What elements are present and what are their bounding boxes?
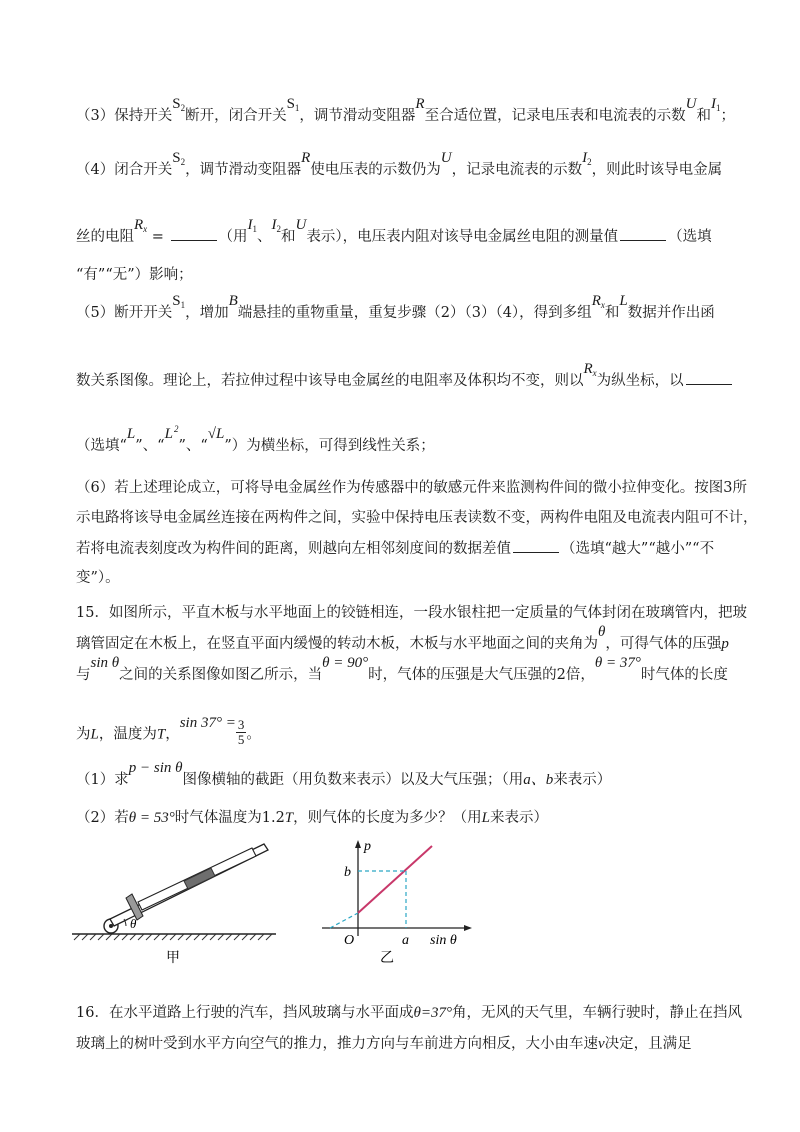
fraction-3-5: $\frac{3}{5}$: [237, 717, 245, 747]
answer-blank: [686, 370, 732, 385]
origin-label: O: [344, 933, 355, 948]
step-4-options: “有”“无”）影响；: [76, 267, 193, 283]
step-6-line3: 若将电流表刻度改为构件间的距离，则越向左相邻刻度间的数据差值 （选填“越大”“越小”“不: [76, 538, 760, 559]
axis-p-label: p: [364, 839, 371, 854]
q15-line3: 与sin θ之间的关系图像如图乙所示，当θ = 90°时，气体的压强是大气压强的2倍，θ = 37°时气体的长度: [76, 655, 728, 683]
step-5-cont: 数关系图像。理论上，若拉伸过程中该导电金属丝的电阻率及体积均不变，则以$R_x$为纵坐标，以: [76, 370, 760, 392]
answer-blank: [513, 538, 559, 553]
figure-yi: [318, 836, 478, 966]
x-axis-arrow: [464, 925, 472, 931]
tick-b-label: b: [344, 865, 351, 880]
q15-part1: （1）求p − sin θ图像横轴的截距（用负数来表示）以及大气压强；（用a、b来表示）: [76, 760, 612, 788]
figure-yi-label: 乙: [380, 951, 394, 966]
step-5: （5）断开开关$S_1$，增加B端悬挂的重物重量，重复步骤（2）（3）（4），得到多组$R_x$和L数据并作出函: [76, 293, 715, 321]
y-axis-arrow: [355, 840, 361, 848]
step-4: （4）闭合开关$S_2$，调节滑动变阻器R使电压表的示数仍为U，记录电流表的示数$I_2$，则此时该导电金属: [76, 150, 723, 178]
figure-jia-label: 甲: [166, 951, 180, 966]
step-4-cont: 丝的电阻$R_x$ = （用$I_1$、$I_2$和U表示），电压表内阻对该导电金属丝电阻的测量值 （选填: [76, 217, 712, 245]
answer-blank: [620, 226, 666, 241]
axis-sin-label: sin θ: [430, 933, 457, 948]
tick-a-label: a: [402, 933, 409, 948]
p-sin-line: [358, 846, 432, 913]
q15-line1: 15．如图所示，平直木板与水平地面上的铰链相连，一段水银柱把一定质量的气体封闭在玻璃管内，把玻: [76, 605, 747, 621]
mercury-column: [184, 868, 215, 889]
theta-label: θ: [130, 916, 137, 931]
ground-hatch: [74, 934, 272, 940]
q15-line4: 为L，温度为T，sin 37° = $\frac{3}{5}$ 。: [76, 714, 261, 747]
q15-part2: （2）若θ = 53°时气体温度为1.2T，则气体的长度为多少？（用L来表示）: [76, 810, 548, 826]
step-6-line2: 示电路将该导电金属丝连接在两构件之间，实验中保持电压表读数不变，两构件电阻及电流表内阻可不计，: [76, 510, 758, 526]
hinge-pin: [109, 924, 113, 928]
q15-line2: 璃管固定在木板上，在竖直平面内缓慢的转动木板，木板与水平地面之间的夹角为θ，可得气体的压强p: [76, 624, 729, 652]
step-3: （3）保持开关$S_2$断开，闭合开关$S_1$，调节滑动变阻器R至合适位置，记录电压表和电流表的示数U和$I_1$；: [76, 96, 735, 124]
q16-line1: 16．在水平道路上行驶的汽车，挡风玻璃与水平面成θ=37°角，无风的天气里，车辆行驶时，静止在挡风: [76, 1005, 742, 1021]
step-5-options: （选填“L”、“$L^2$”、“√L”）为横坐标，可得到线性关系；: [76, 424, 435, 454]
figure-jia: [66, 838, 286, 968]
step-6-line4: 变”）。: [76, 570, 120, 586]
q16-line2: 玻璃上的树叶受到水平方向空气的推力，推力方向与车前进方向相反，大小由车速v决定，且满足: [76, 1036, 692, 1052]
step-6-line1: （6）若上述理论成立，可将导电金属丝作为传感器中的敏感元件来监测构件间的微小拉伸变化。按图3所: [76, 480, 747, 496]
answer-blank: [171, 226, 217, 241]
extension-dashed-line: [330, 913, 358, 928]
